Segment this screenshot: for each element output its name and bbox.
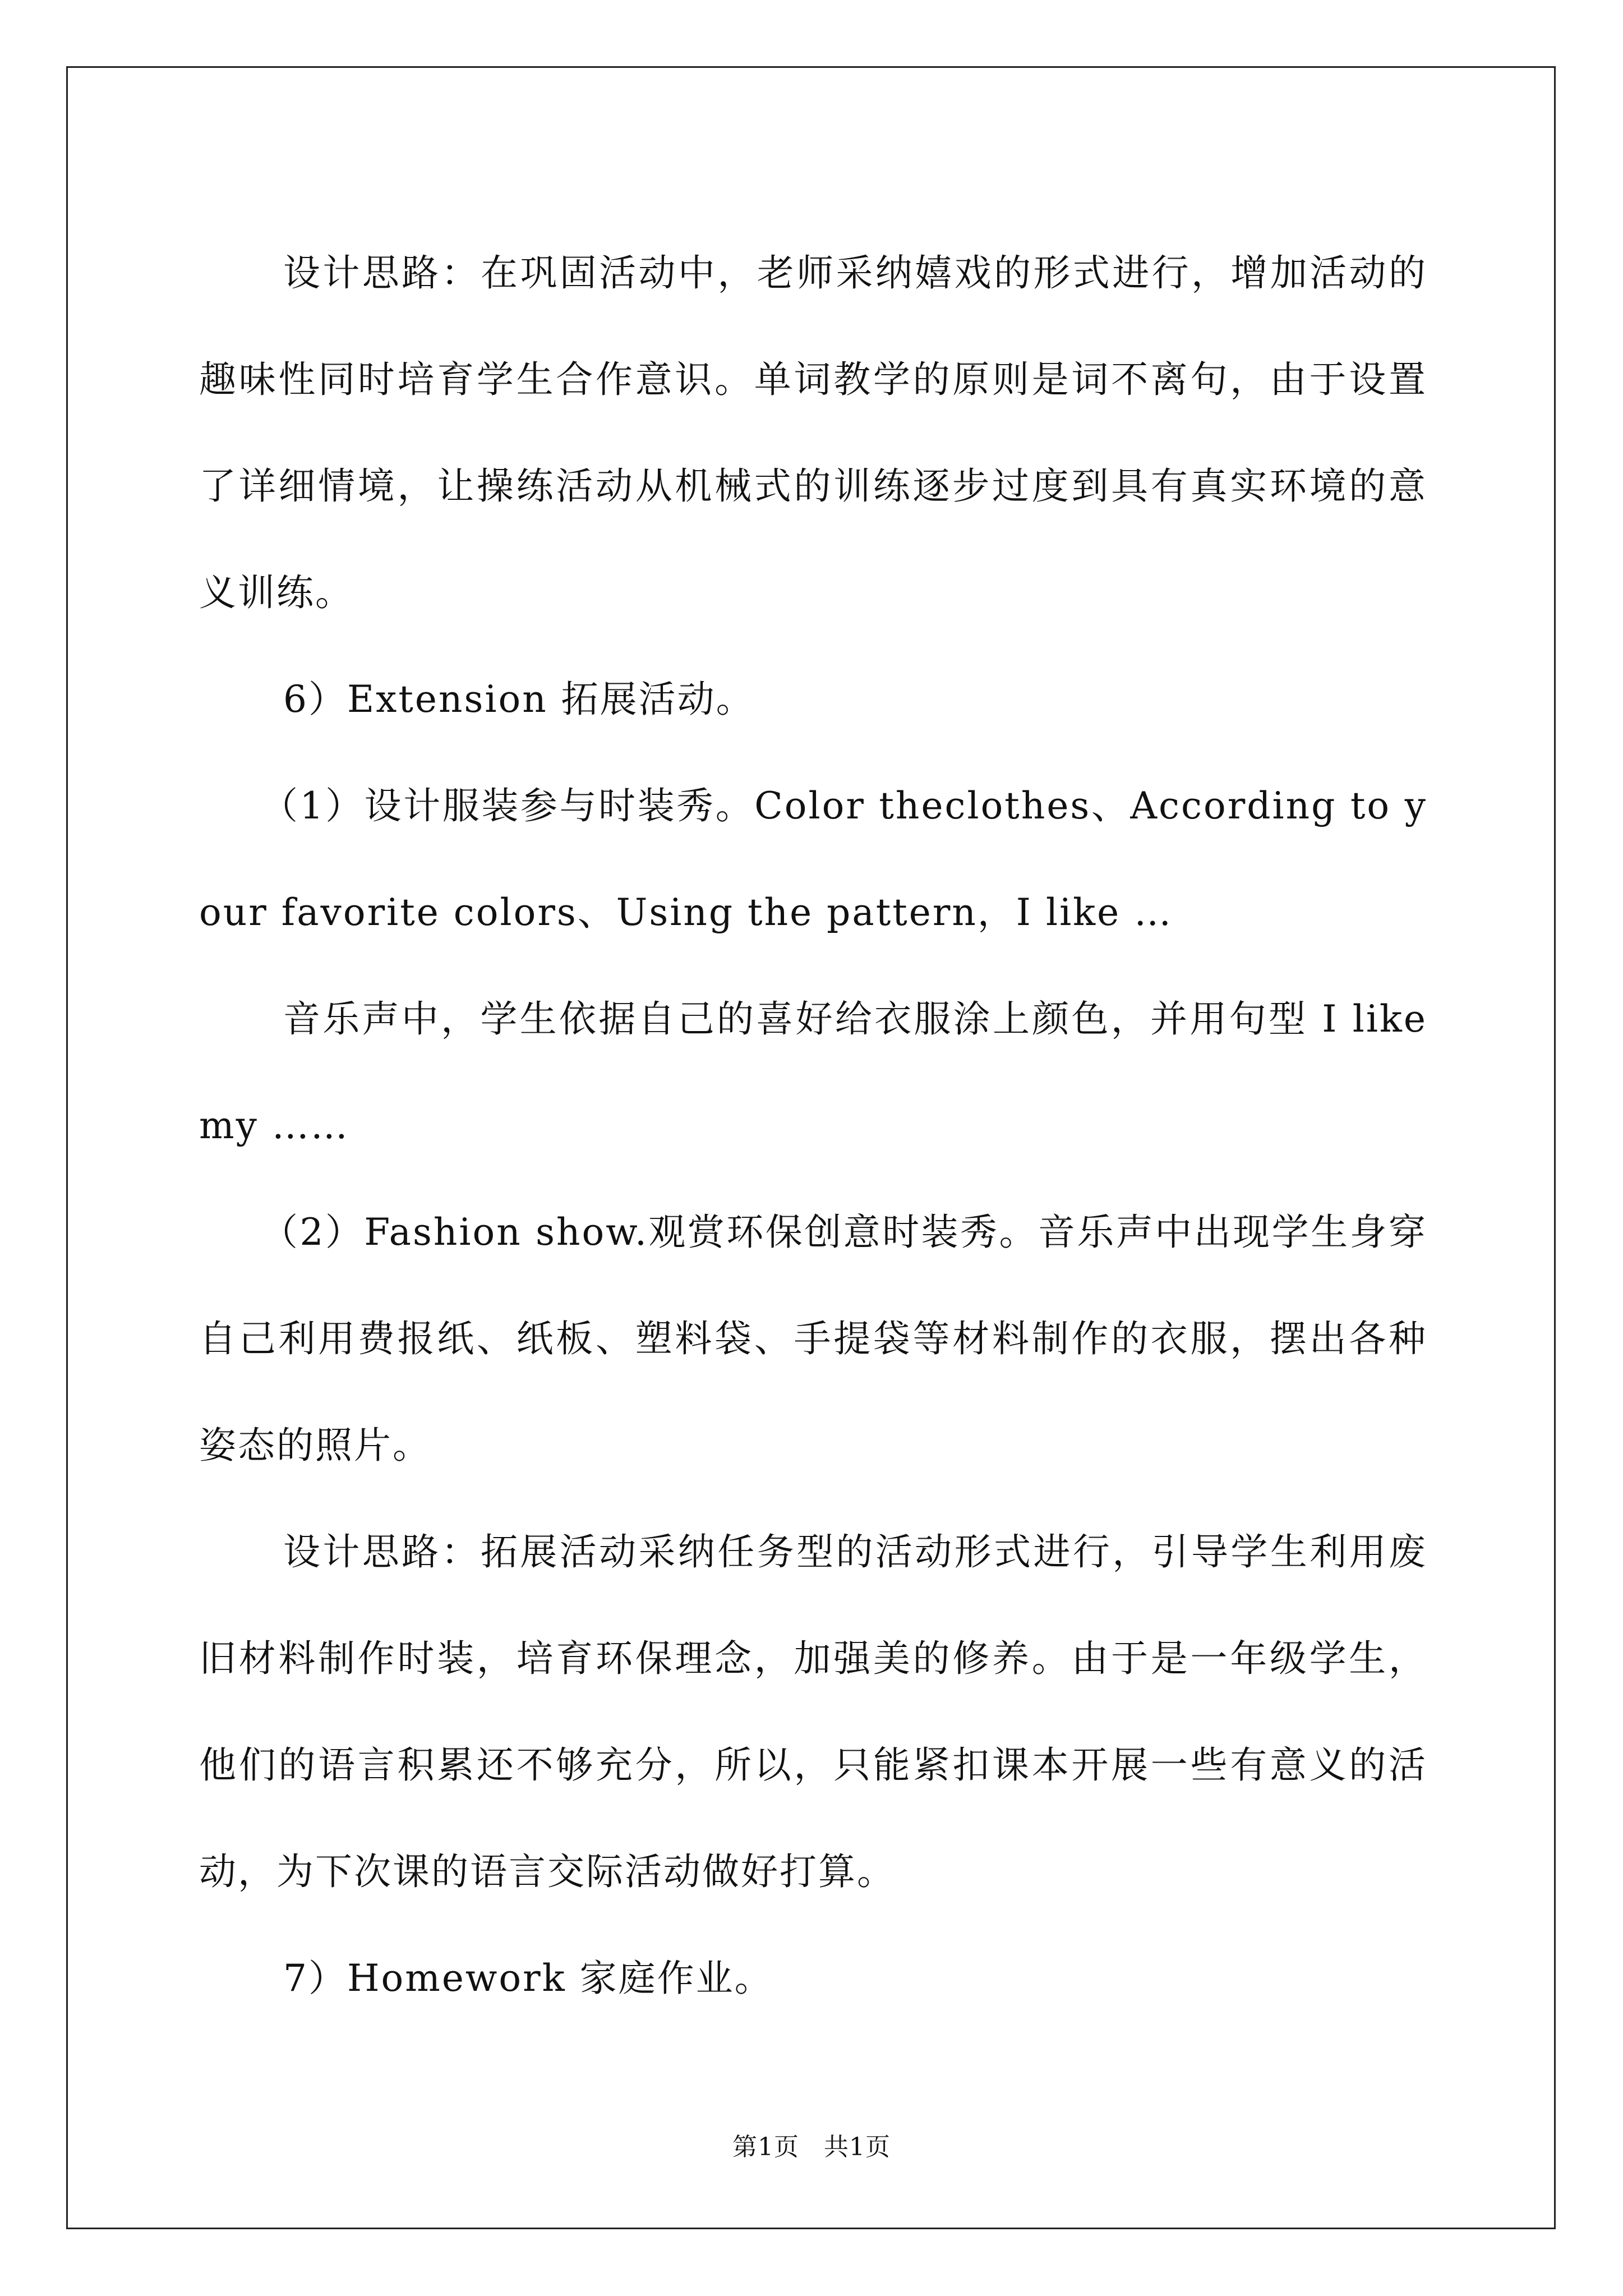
page-number: 第1页 bbox=[732, 2133, 799, 2161]
page-footer bbox=[0, 2131, 1623, 2164]
paragraph-design-idea-2: 设计思路：拓展活动采纳任务型的活动形式进行，引导学生利用废旧材料制作时装，培育环保理念，加强美的修养。由于是一年级学生，他们的语言积累还不够充分，所以，只能紧扣课本开展一些有意义的活动，为下次课的语言交际活动做好打算。 bbox=[199, 1530, 1427, 1893]
paragraph-design-idea-1: 设计思路：在巩固活动中，老师采纳嬉戏的形式进行，增加活动的趣味性同时培育学生合作意识。单词教学的原则是词不离句，由于设置了详细情境，让操练活动从机械式的训练逐步过度到具有真实环境的意义训练。 bbox=[199, 251, 1427, 614]
paragraph-music-activity: 音乐声中，学生依据自己的喜好给衣服涂上颜色，并用句型 I like my …… bbox=[199, 997, 1427, 1147]
paragraph-extension-item-2: （2）Fashion show.观赏环保创意时装秀。音乐声中出现学生身穿自己利用费报纸、纸板、塑料袋、手提袋等材料制作的衣服，摆出各种姿态的照片。 bbox=[199, 1211, 1427, 1467]
document-body bbox=[199, 220, 1427, 2032]
paragraph-extension-heading: 6）Extension 拓展活动。 bbox=[283, 678, 755, 721]
paragraph-extension-item-1: （1）设计服装参与时装秀。Color theclothes、According to your favorite colors、Using the pattern，I like … bbox=[199, 784, 1427, 934]
paragraph-homework-heading: 7）Homework 家庭作业。 bbox=[283, 1957, 773, 2000]
page-total: 共1页 bbox=[824, 2133, 891, 2161]
